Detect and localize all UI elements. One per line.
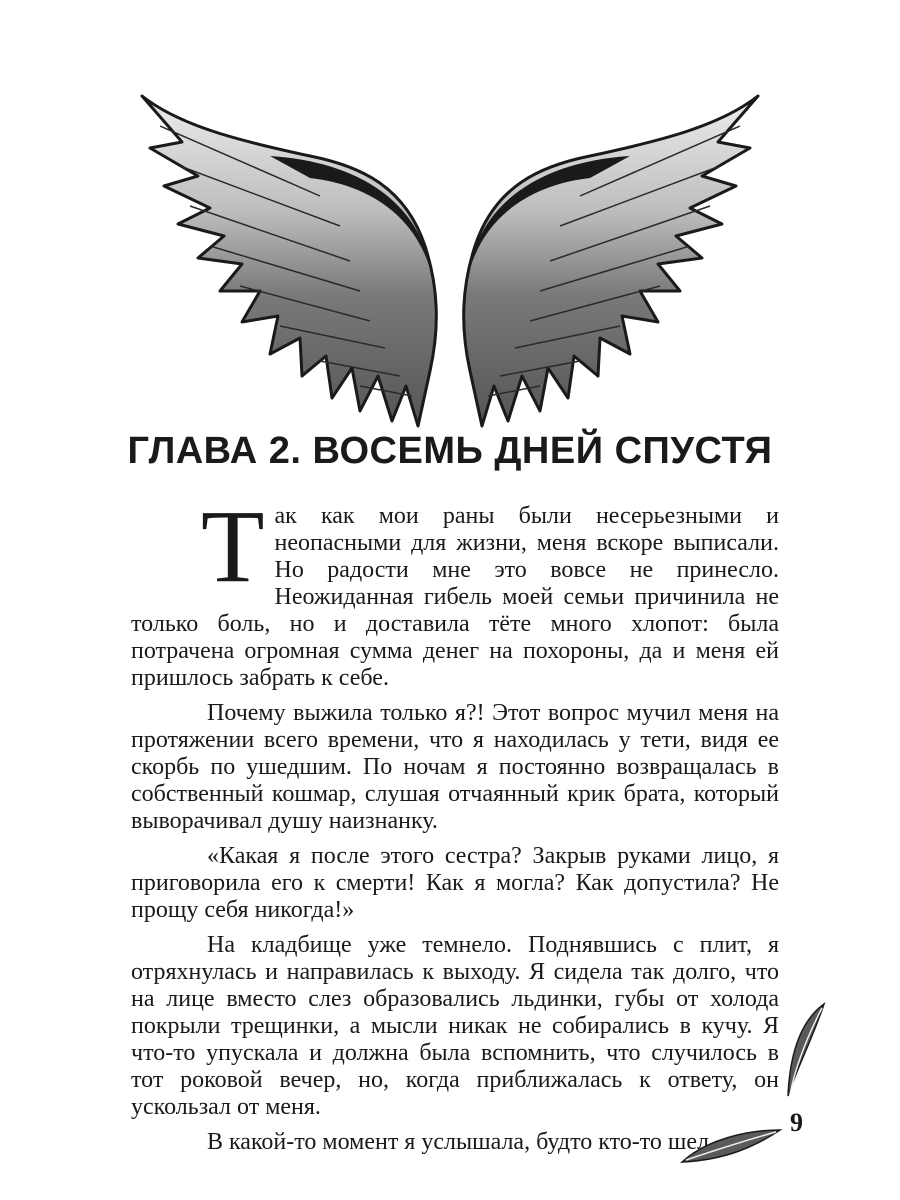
body-text bbox=[131, 489, 779, 1164]
paragraph-1 bbox=[131, 489, 779, 692]
paragraph-5: В какой-то момент я услышала, будто кто-то шел bbox=[207, 1129, 710, 1155]
paragraph-4: На кладбище уже темнело. Поднявшись с плит, я отряхнулась и направилась к выходу. Я сидела так долго, что на лице вместо слез образовались льдинки, губы от холода покрыли трещинки, а мысли никак не собирались в кучу. Я что-то упускала и должна была вспомнить, что случилось в тот роковой вечер, но, когда приближалась к ответу, он ускользал от меня. bbox=[131, 932, 779, 1120]
paragraph-1-text: ак как мои раны были несерьезными и неопасными для жизни, меня вскоре выписали. Но радости мне это вовсе не принесло. Неожиданная гибель моей семьи причинила не только боль, но и доставила тёте много хлопот: была потрачена огромная сумма денег на похороны, да и меня ей пришлось забрать к себе. bbox=[131, 503, 779, 691]
feather-icon bbox=[782, 1000, 832, 1100]
chapter-title: ГЛАВА 2. ВОСЕМЬ ДНЕЙ СПУСТЯ bbox=[127, 430, 773, 472]
page-number: 9 bbox=[790, 1108, 803, 1137]
drop-cap: Т bbox=[201, 489, 265, 604]
paragraph-3: «Какая я после этого сестра? Закрыв руками лицо, я приговорила его к смерти! Как я могла? Как допустила? Не прощу себя никогда!» bbox=[131, 843, 779, 923]
paragraph-2: Почему выжила только я?! Этот вопрос мучил меня на протяжении всего времени, что я находилась у тети, видя ее скорбь по ушедшим. По ночам я постоянно возвращалась в собственный кошмар, слушая отчаянный крик брата, который выворачивал душу наизнанку. bbox=[131, 700, 779, 834]
feather-bottom-icon bbox=[676, 1120, 786, 1170]
angel-wings-icon bbox=[120, 86, 780, 436]
